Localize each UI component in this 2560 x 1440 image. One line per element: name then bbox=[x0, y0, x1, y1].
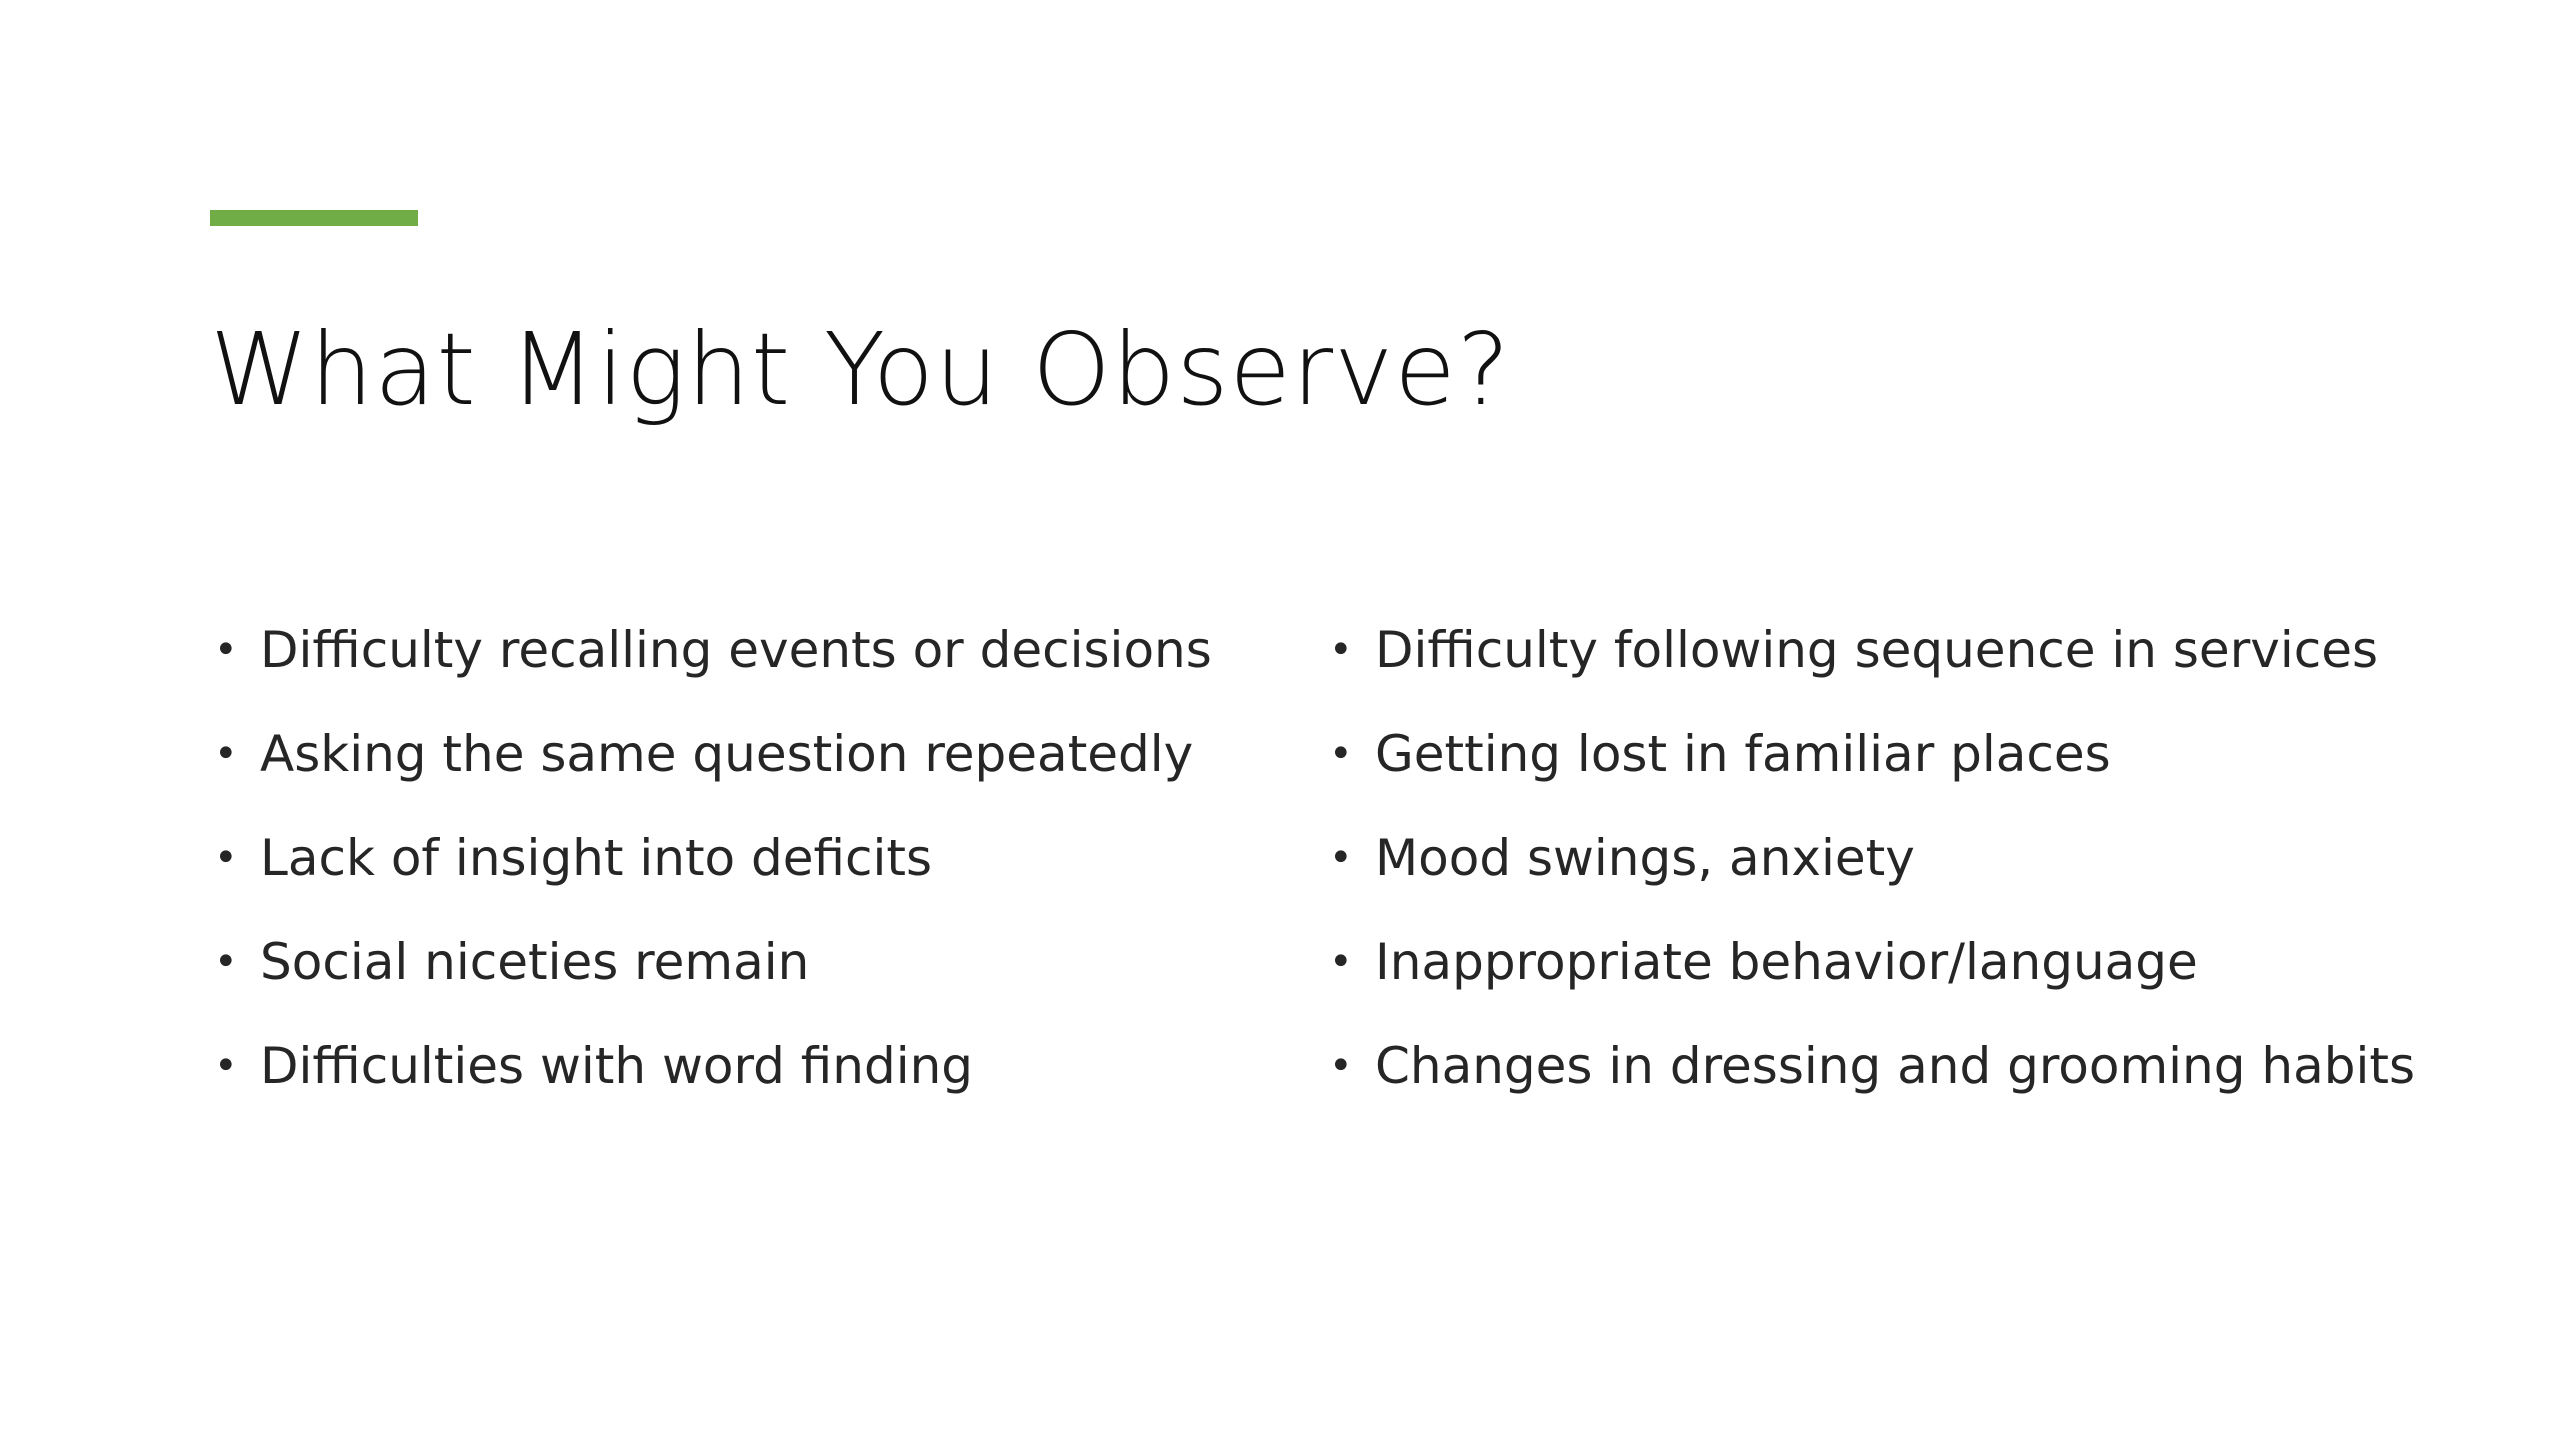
bullet-icon: • bbox=[1329, 731, 1353, 777]
bullet-icon: • bbox=[214, 835, 238, 881]
list-item bbox=[1325, 823, 2475, 927]
bullet-icon: • bbox=[214, 1043, 238, 1089]
list-item-text: Lack of insight into deficits bbox=[260, 829, 933, 887]
list-item bbox=[1325, 615, 2475, 719]
bullet-icon: • bbox=[1329, 939, 1353, 985]
title-accent-bar bbox=[210, 210, 418, 226]
list-item-text: Asking the same question repeatedly bbox=[260, 725, 1194, 783]
bullet-icon: • bbox=[1329, 835, 1353, 881]
bullet-list-right bbox=[1325, 615, 2475, 1135]
list-item bbox=[1325, 1031, 2475, 1135]
list-item-text: Inappropriate behavior/language bbox=[1375, 933, 2198, 991]
list-item-text: Getting lost in familiar places bbox=[1375, 725, 2111, 783]
list-item-text: Social niceties remain bbox=[260, 933, 810, 991]
list-item bbox=[210, 719, 1260, 823]
list-item bbox=[210, 927, 1260, 1031]
bullet-icon: • bbox=[214, 731, 238, 777]
list-item bbox=[210, 823, 1260, 927]
slide-title: What Might You Observe? bbox=[210, 311, 1511, 428]
bullet-icon: • bbox=[214, 627, 238, 673]
list-item-text: Mood swings, anxiety bbox=[1375, 829, 1915, 887]
bullet-icon: • bbox=[1329, 627, 1353, 673]
bullet-icon: • bbox=[1329, 1043, 1353, 1089]
list-item bbox=[1325, 927, 2475, 1031]
list-item-text: Changes in dressing and grooming habits bbox=[1375, 1037, 2415, 1095]
list-item-text: Difficulty following sequence in services bbox=[1375, 621, 2379, 679]
list-item-text: Difficulty recalling events or decisions bbox=[260, 621, 1212, 679]
list-item-text: Difficulties with word finding bbox=[260, 1037, 974, 1095]
bullet-list-left bbox=[210, 615, 1260, 1135]
list-item bbox=[210, 1031, 1260, 1135]
bullet-icon: • bbox=[214, 939, 238, 985]
list-item bbox=[1325, 719, 2475, 823]
list-item bbox=[210, 615, 1260, 719]
